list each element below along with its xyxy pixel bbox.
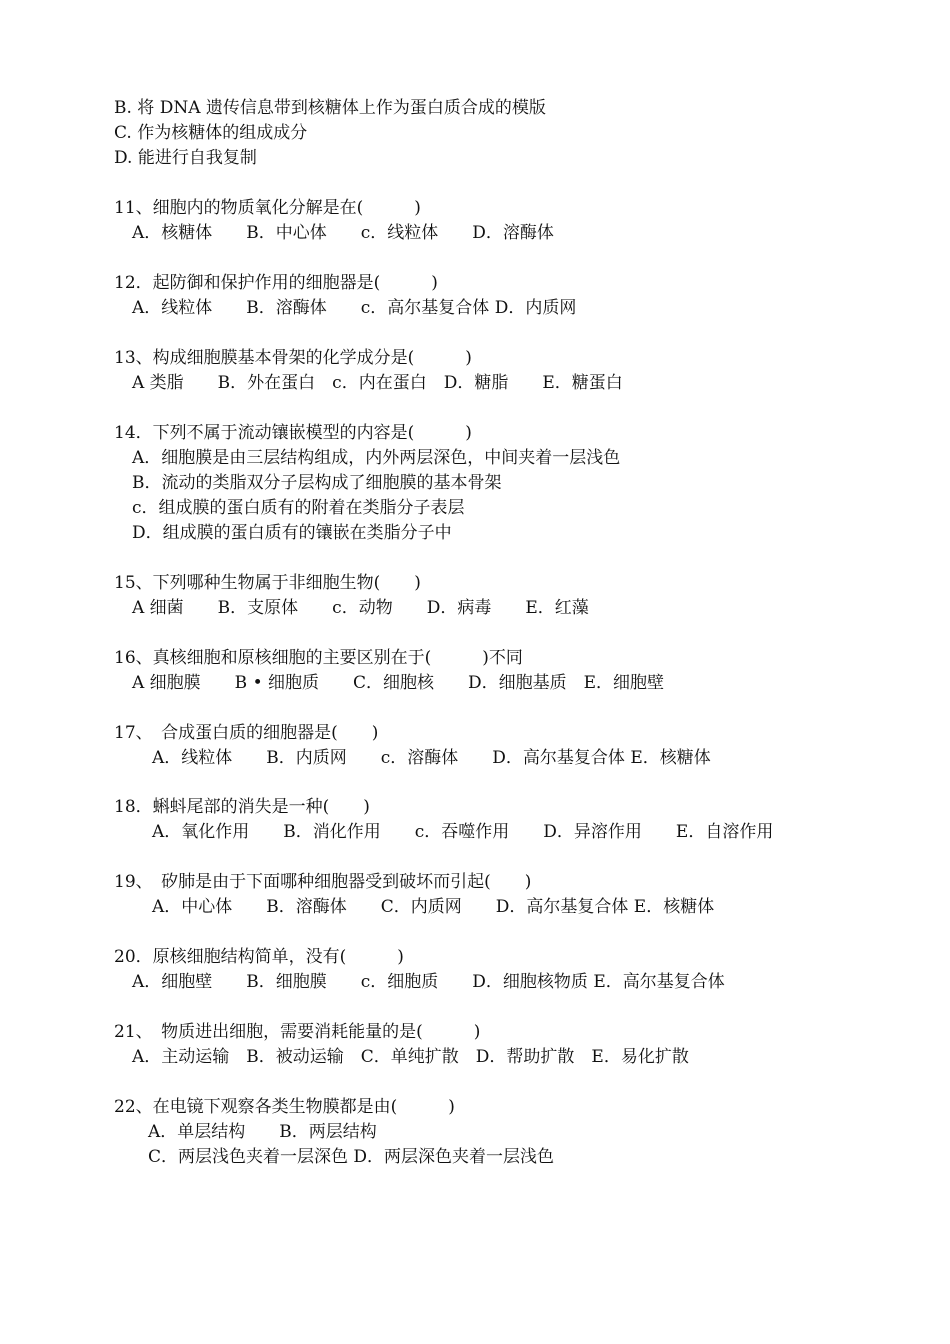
- question-20: 20．原核细胞结构简单，没有( ): [114, 947, 404, 967]
- question-12: 12．起防御和保护作用的细胞器是( ): [114, 273, 438, 293]
- question-13: 13、构成细胞膜基本骨架的化学成分是( ): [114, 348, 472, 368]
- option-14a: A．细胞膜是由三层结构组成，内外两层深色，中间夹着一层浅色: [132, 448, 621, 468]
- options-19: A．中心体 B．溶酶体 C．内质网 D．高尔基复合体 E．核糖体: [152, 897, 715, 917]
- option-14b: B．流动的类脂双分子层构成了细胞膜的基本骨架: [132, 473, 502, 493]
- question-17: 17、 合成蛋白质的细胞器是( ): [114, 723, 379, 743]
- question-22: 22、在电镜下观察各类生物膜都是由( ): [114, 1097, 455, 1117]
- question-16: 16、真核细胞和原核细胞的主要区别在于( )不同: [114, 648, 523, 668]
- question-19: 19、 矽肺是由于下面哪种细胞器受到破坏而引起( ): [114, 872, 532, 892]
- options-20: A．细胞壁 B．细胞膜 c．细胞质 D．细胞核物质 E．高尔基复合体: [132, 972, 725, 992]
- options-21: A．主动运输 B．被动运输 C．单纯扩散 D．帮助扩散 E．易化扩散: [132, 1047, 689, 1067]
- question-18: 18．蝌蚪尾部的消失是一种( ): [114, 797, 370, 817]
- options-15: A 细菌 B．支原体 c．动物 D．病毒 E．红藻: [132, 598, 589, 618]
- options-13: A 类脂 B．外在蛋白 c．内在蛋白 D．糖脂 E．糖蛋白: [132, 373, 623, 393]
- option-14d: D．组成膜的蛋白质有的镶嵌在类脂分子中: [132, 523, 452, 543]
- option-14c: c．组成膜的蛋白质有的附着在类脂分子表层: [132, 498, 465, 518]
- options-12: A．线粒体 B．溶酶体 c．高尔基复合体 D．内质网: [132, 298, 577, 318]
- options-22-cd: C．两层浅色夹着一层深色 D．两层深色夹着一层浅色: [148, 1147, 555, 1167]
- option-10c: C. 作为核糖体的组成成分: [114, 123, 308, 143]
- question-15: 15、下列哪种生物属于非细胞生物( ): [114, 573, 421, 593]
- options-17: A．线粒体 B．内质网 c．溶酶体 D．高尔基复合体 E．核糖体: [152, 748, 711, 768]
- options-18: A．氧化作用 B．消化作用 c．吞噬作用 D．异溶作用 E．自溶作用: [152, 822, 774, 842]
- options-16: A 细胞膜 B • 细胞质 C．细胞核 D．细胞基质 E．细胞壁: [132, 673, 665, 693]
- question-21: 21、 物质进出细胞，需要消耗能量的是( ): [114, 1022, 481, 1042]
- options-11: A．核糖体 B．中心体 c．线粒体 D．溶酶体: [132, 223, 554, 243]
- question-14: 14．下列不属于流动镶嵌模型的内容是( ): [114, 423, 472, 443]
- question-11: 11、细胞内的物质氧化分解是在( ): [114, 198, 421, 218]
- option-10b: B. 将 DNA 遗传信息带到核糖体上作为蛋白质合成的模版: [114, 98, 546, 118]
- options-22-ab: A．单层结构 B．两层结构: [148, 1122, 377, 1142]
- option-10d: D. 能进行自我复制: [114, 148, 257, 168]
